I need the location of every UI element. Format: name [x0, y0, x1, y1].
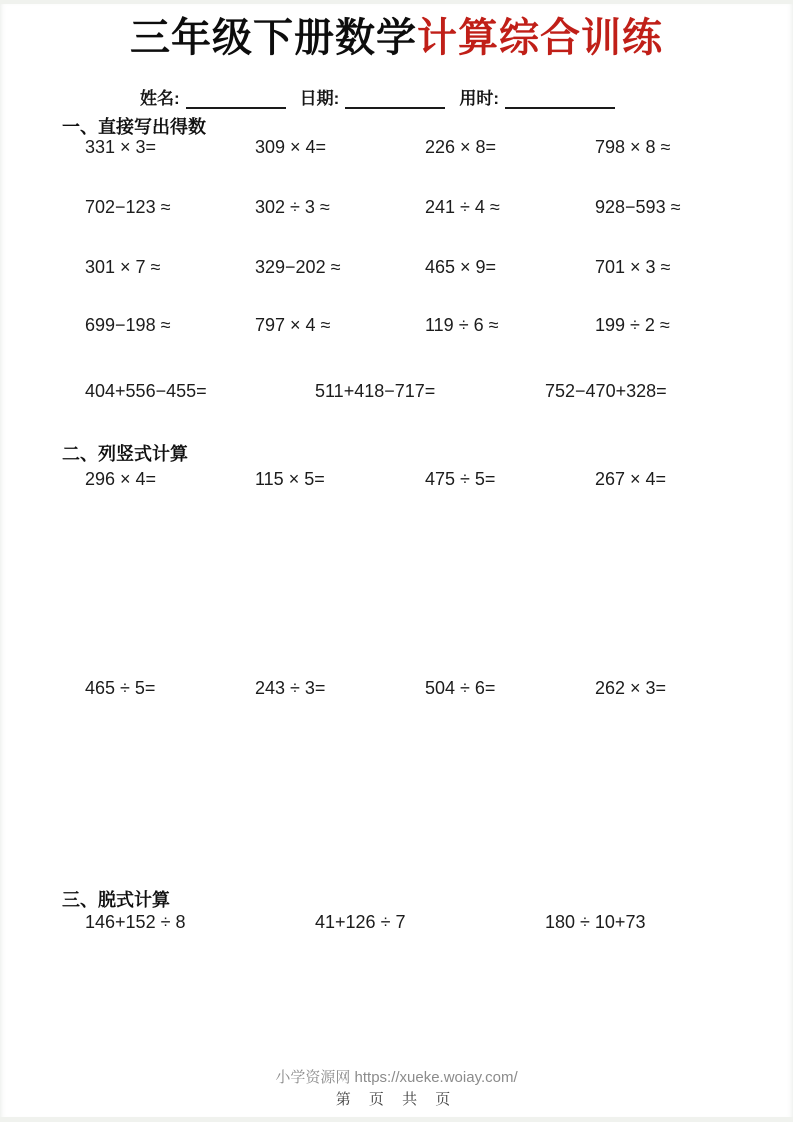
- math-problem: 465 × 9=: [425, 257, 497, 277]
- title-grade-part: 三年级下册数学: [130, 16, 417, 60]
- math-problem: 296 × 4=: [85, 469, 157, 489]
- math-problem: 329−202 ≈: [255, 257, 341, 277]
- problem-row: [0, 315, 793, 339]
- math-problem: 226 × 8=: [425, 137, 497, 157]
- page-edge-top: [0, 0, 793, 4]
- name-blank-line: [186, 91, 286, 109]
- page-title: [0, 6, 793, 63]
- problem-row: [0, 257, 793, 281]
- math-problem: 309 × 4=: [255, 137, 327, 157]
- math-problem: 262 × 3=: [595, 678, 667, 698]
- problem-row: [0, 381, 793, 405]
- title-subject-part: 计算综合训练: [417, 16, 663, 60]
- footer-page-number: 第 页 共 页: [335, 1091, 458, 1108]
- date-blank-line: [345, 91, 445, 109]
- section3-heading: 三、脱式计算: [62, 890, 170, 910]
- problem-row: [0, 197, 793, 221]
- date-label: 日期:: [299, 89, 340, 108]
- problem-row: [0, 678, 793, 702]
- math-problem: 241 ÷ 4 ≈: [425, 197, 500, 217]
- name-label: 姓名:: [140, 89, 180, 108]
- math-problem: 331 × 3=: [85, 137, 157, 157]
- math-problem: 41+126 ÷ 7: [315, 912, 406, 932]
- page-edge-bottom: [0, 1117, 793, 1122]
- math-problem: 301 × 7 ≈: [85, 257, 161, 277]
- math-problem: 701 × 3 ≈: [595, 257, 671, 277]
- math-problem: 928−593 ≈: [595, 197, 681, 217]
- math-problem: 752−470+328=: [545, 381, 667, 401]
- math-problem: 504 ÷ 6=: [425, 678, 496, 698]
- math-problem: 702−123 ≈: [85, 197, 171, 217]
- section2-heading: 二、列竖式计算: [62, 444, 188, 464]
- math-problem: 798 × 8 ≈: [595, 137, 671, 157]
- math-problem: 511+418−717=: [315, 381, 436, 401]
- time-label: 用时:: [459, 89, 500, 108]
- math-problem: 267 × 4=: [595, 469, 667, 489]
- math-problem: 797 × 4 ≈: [255, 315, 331, 335]
- section1-heading: 一、直接写出得数: [62, 117, 206, 137]
- math-problem: 199 ÷ 2 ≈: [595, 315, 670, 335]
- math-problem: 302 ÷ 3 ≈: [255, 197, 330, 217]
- info-line: [140, 84, 615, 109]
- problem-row: [0, 137, 793, 161]
- problem-row: [0, 469, 793, 493]
- math-problem: 465 ÷ 5=: [85, 678, 156, 698]
- math-problem: 243 ÷ 3=: [255, 678, 326, 698]
- math-problem: 404+556−455=: [85, 381, 207, 401]
- problem-row: [0, 912, 793, 936]
- math-problem: 475 ÷ 5=: [425, 469, 496, 489]
- math-problem: 699−198 ≈: [85, 315, 171, 335]
- math-problem: 119 ÷ 6 ≈: [425, 315, 499, 335]
- math-problem: 180 ÷ 10+73: [545, 912, 646, 932]
- math-problem: 115 × 5=: [255, 469, 325, 489]
- math-problem: 146+152 ÷ 8: [85, 912, 186, 932]
- footer-source-text: 小学资源网 https://xueke.woiay.com/: [275, 1069, 518, 1086]
- time-blank-line: [505, 91, 615, 109]
